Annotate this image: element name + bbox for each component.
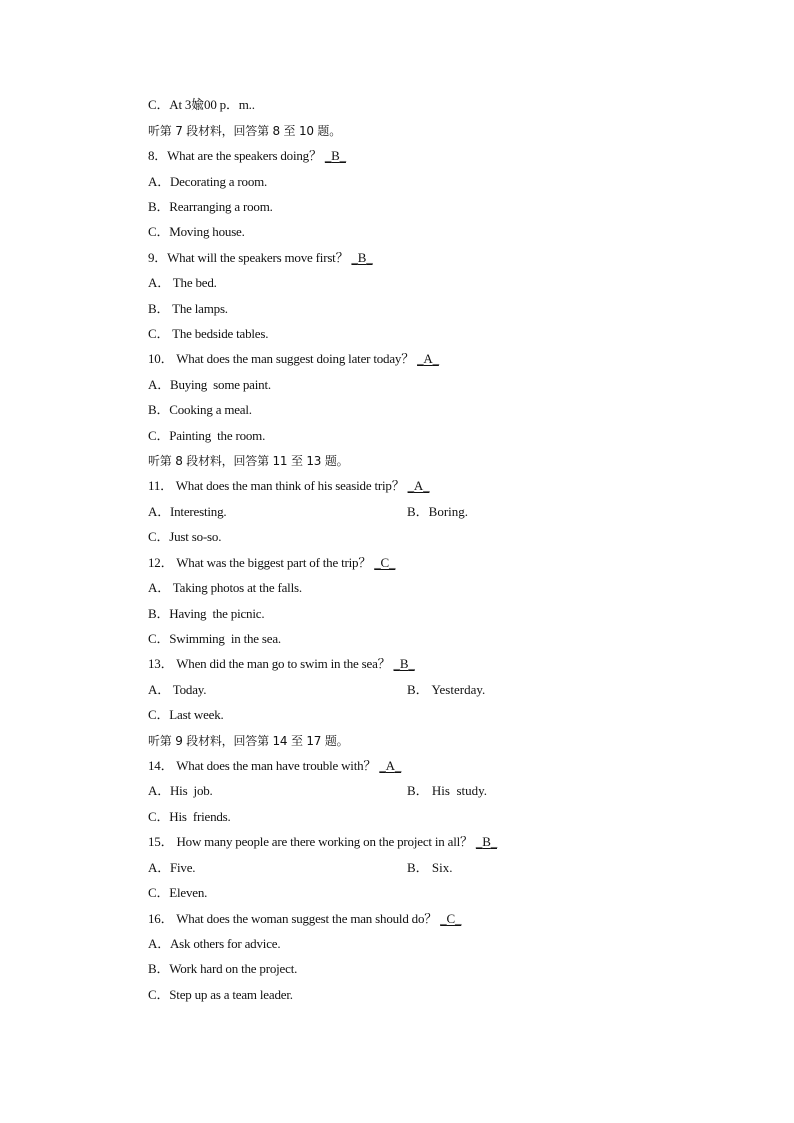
- question-stem: 12． What was the biggest part of the trip？: [148, 555, 372, 570]
- answer-letter: C: [380, 555, 390, 570]
- option-b: B． Six.: [407, 860, 453, 875]
- option-a: A．Buying some paint.: [148, 377, 271, 392]
- question-16: [148, 911, 461, 927]
- answer-blank: _A_: [417, 351, 439, 366]
- question-12: [148, 555, 395, 571]
- option-c: C．Step up as a team leader.: [148, 987, 293, 1002]
- question-13: [148, 656, 415, 672]
- question-15: [148, 834, 497, 850]
- question-stem: 14． What does the man have trouble with？: [148, 758, 377, 773]
- answer-letter: A: [385, 758, 395, 773]
- option-c: C．His friends.: [148, 809, 231, 824]
- option-a: A．Interesting.: [148, 504, 227, 519]
- option-b: B．Rearranging a room.: [148, 199, 273, 214]
- option-b: B． Yesterday.: [407, 682, 486, 697]
- option-a: A．His job.: [148, 783, 213, 798]
- option-b: B． His study.: [407, 783, 488, 798]
- option-b: B． The lamps.: [148, 301, 228, 316]
- option-a: A． Taking photos at the falls.: [148, 580, 302, 595]
- answer-letter: B: [482, 834, 491, 849]
- answer-blank: _B_: [351, 250, 373, 265]
- option-c: C．Last week.: [148, 707, 224, 722]
- answer-letter: A: [423, 351, 433, 366]
- option-c: C．Swimming in the sea.: [148, 631, 281, 646]
- option-c: C．Just so-so.: [148, 529, 222, 544]
- option-a: A．Decorating a room.: [148, 174, 268, 189]
- question-stem: 9．What will the speakers move first？: [148, 250, 349, 265]
- option-b: B．Work hard on the project.: [148, 961, 298, 976]
- question-10: [148, 351, 439, 367]
- section-heading: 听第 7 段材料，回答第 8 至 10 题。: [148, 124, 342, 138]
- option-a: A． The bed.: [148, 275, 217, 290]
- question-9: [148, 250, 373, 266]
- option-a: A．Five.: [148, 860, 196, 875]
- question-11: [148, 478, 429, 494]
- answer-letter: B: [399, 656, 409, 671]
- answer-blank: _B_: [475, 834, 497, 849]
- answer-letter: B: [331, 148, 340, 163]
- answer-blank: _C_: [440, 911, 462, 926]
- answer-blank: _B_: [393, 656, 415, 671]
- option-c: C．Painting the room.: [148, 428, 266, 443]
- answer-letter: C: [446, 911, 455, 926]
- option-a: A． Today.: [148, 682, 207, 697]
- question-14: [148, 758, 401, 774]
- question-stem: 8．What are the speakers doing？: [148, 148, 322, 163]
- option-c: C．Eleven.: [148, 885, 208, 900]
- question-stem: 11． What does the man think of his seaside trip？: [148, 478, 405, 493]
- answer-blank: _B_: [324, 148, 346, 163]
- question-stem: 10． What does the man suggest doing later today？: [148, 351, 414, 366]
- question-stem: 15． How many people are there working on the project in all？: [148, 834, 473, 849]
- option-b: B．Having the picnic.: [148, 606, 265, 621]
- option-b: B．Boring.: [407, 504, 469, 519]
- option-b: B．Cooking a meal.: [148, 402, 252, 417]
- section-heading: 听第 8 段材料，回答第 11 至 13 题。: [148, 454, 349, 468]
- question-8: [148, 148, 346, 164]
- question-stem: 13． When did the man go to swim in the sea？: [148, 656, 391, 671]
- answer-blank: _A_: [379, 758, 402, 773]
- option-c: C．At 3婾00 p．m..: [148, 97, 255, 112]
- question-stem: 16． What does the woman suggest the man should do？: [148, 911, 438, 926]
- section-heading: 听第 9 段材料，回答第 14 至 17 题。: [148, 734, 349, 748]
- answer-blank: _A_: [407, 478, 430, 493]
- option-a: A．Ask others for advice.: [148, 936, 281, 951]
- answer-letter: B: [357, 250, 367, 265]
- option-c: C．Moving house.: [148, 224, 245, 239]
- answer-letter: A: [413, 478, 424, 493]
- option-c: C． The bedside tables.: [148, 326, 269, 341]
- answer-blank: _C_: [374, 555, 396, 570]
